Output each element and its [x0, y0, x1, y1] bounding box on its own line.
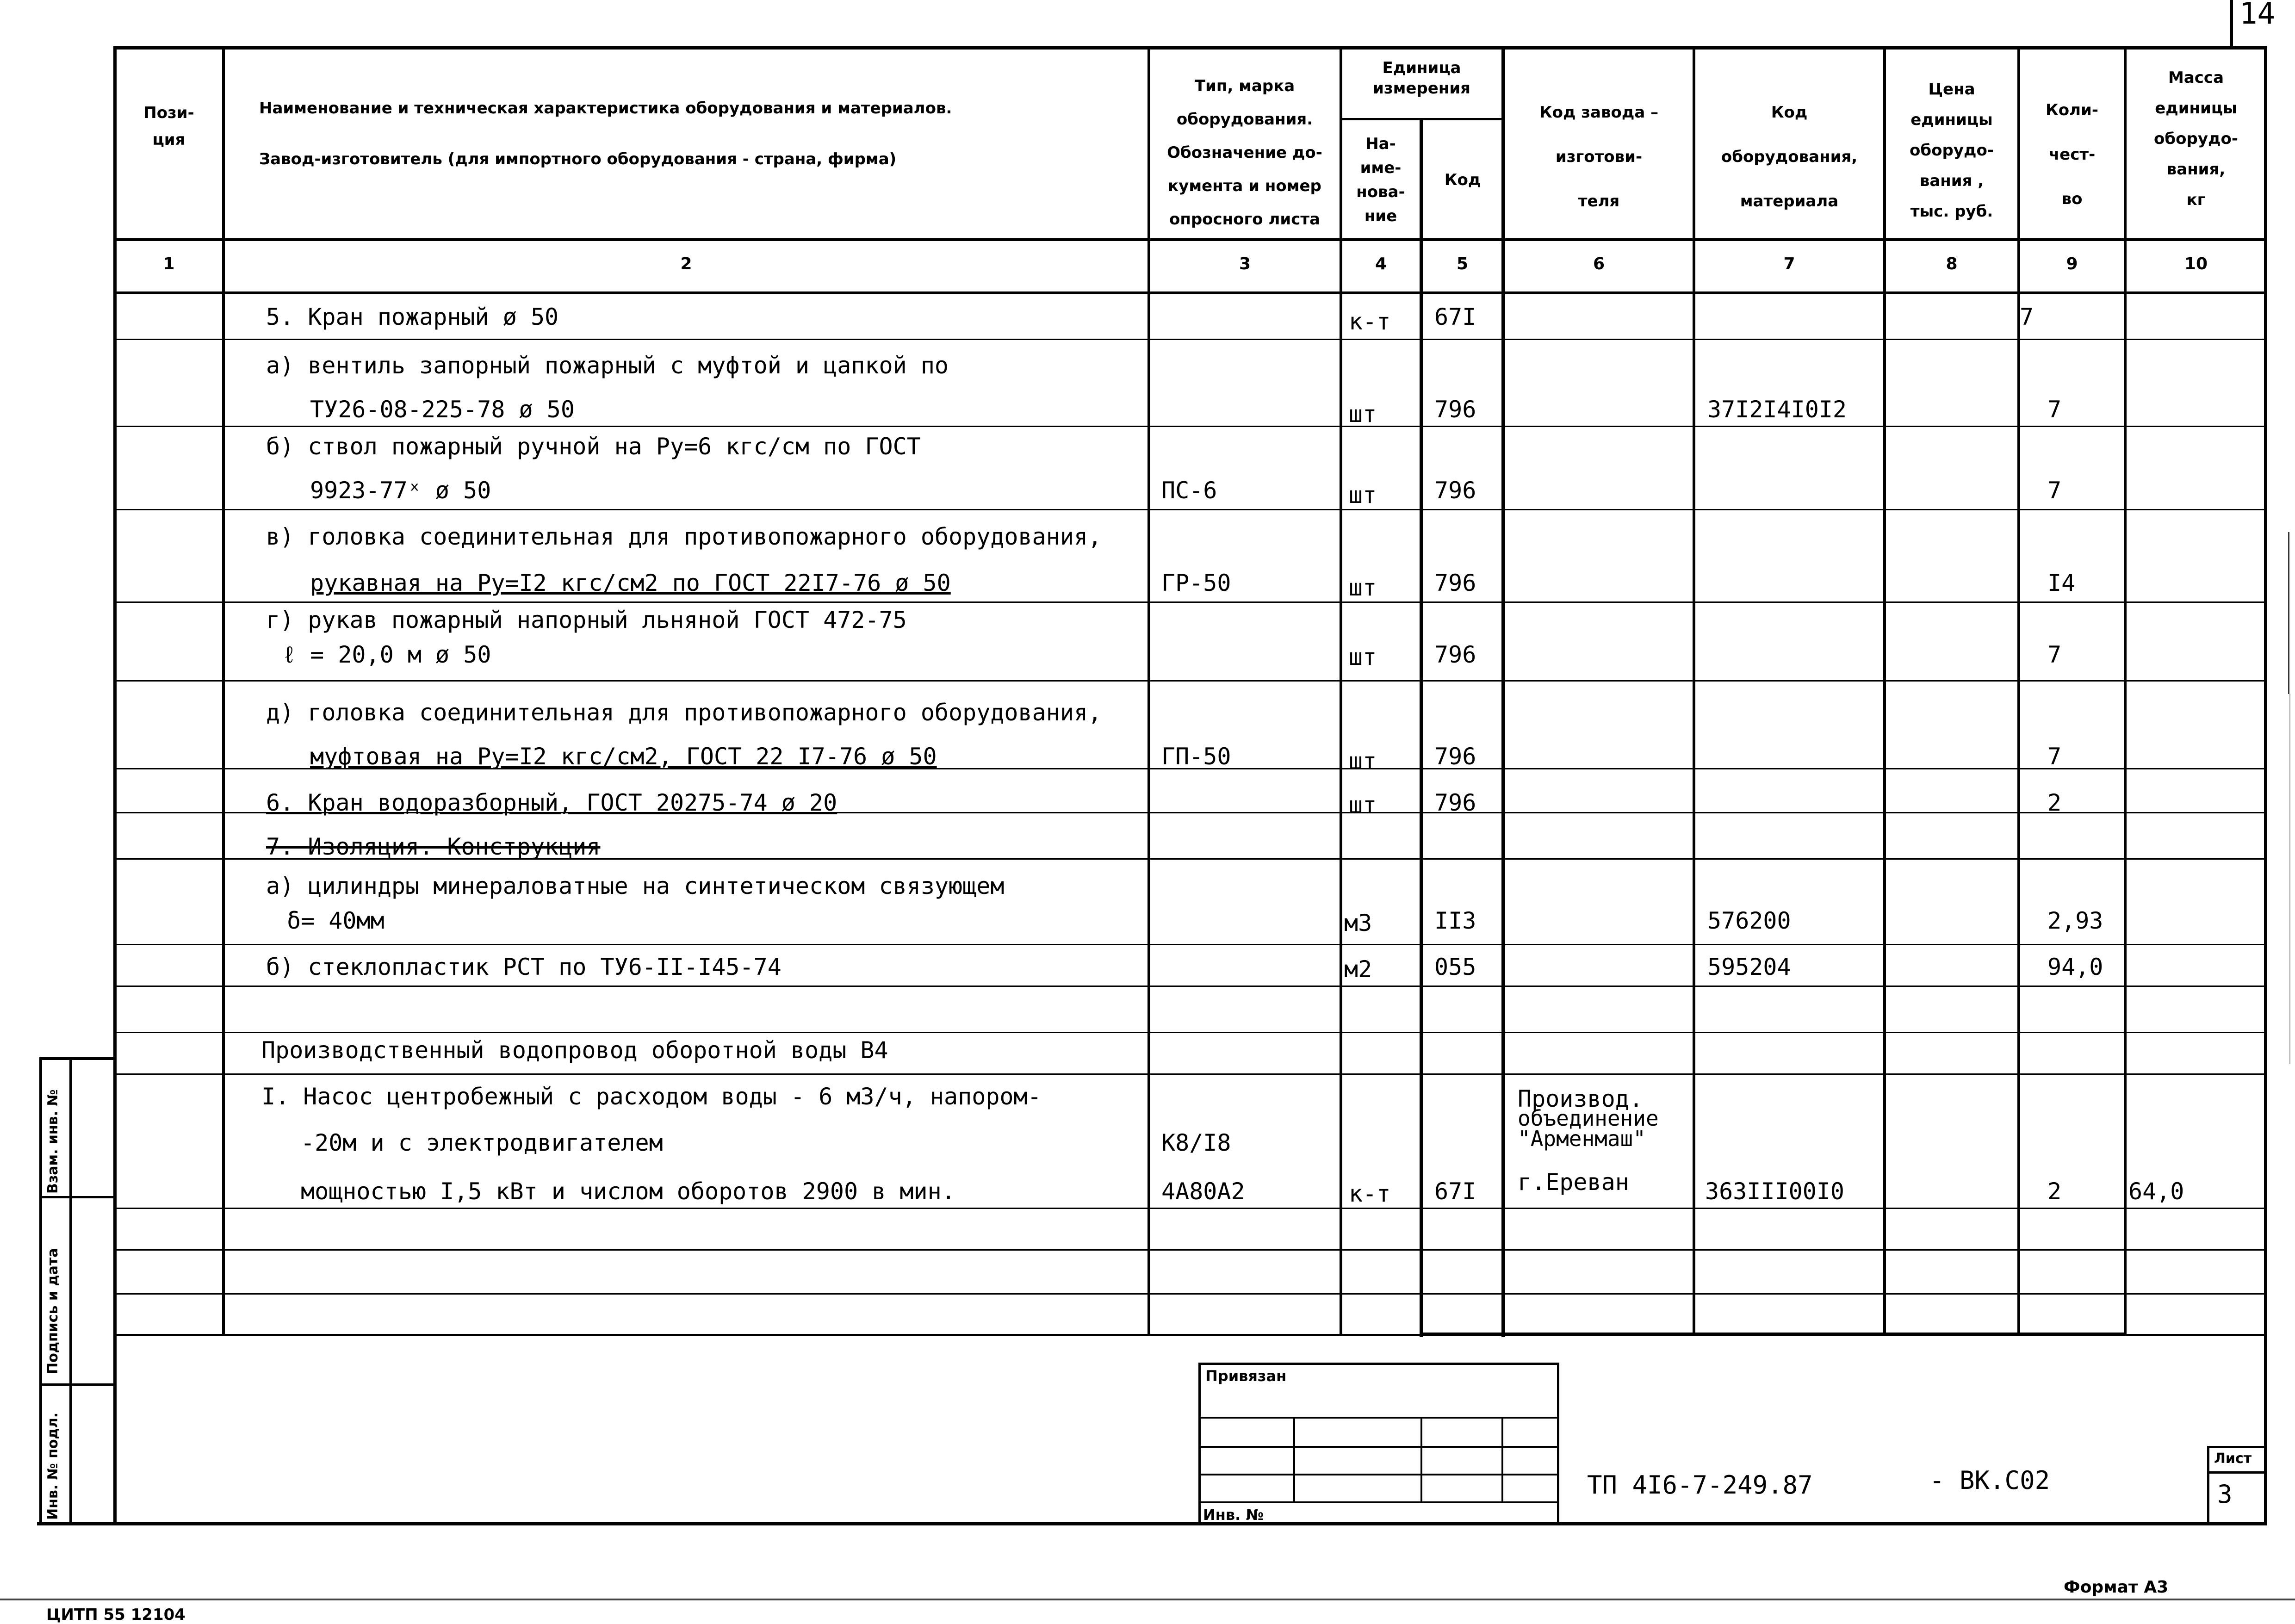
col-line-2: [1148, 46, 1150, 1335]
stamp-box-row: [1198, 1417, 1559, 1419]
sheet-box-left: [2207, 1446, 2209, 1525]
side-stamp-sep-1: [39, 1196, 113, 1198]
header-col2-line1: Наименование и техническая характеристика оборудования и материалов.: [259, 99, 952, 118]
col-number-2: 2: [680, 254, 692, 273]
row-type: ГР-50: [1161, 570, 1231, 596]
stamp-box-left: [1198, 1363, 1201, 1525]
footer-format: Формат А3: [2064, 1578, 2169, 1597]
row-unit: м3: [1344, 910, 1372, 936]
row-code: II3: [1434, 907, 1476, 934]
header-col9: Коли- чест- во: [2046, 101, 2098, 208]
row-name: д) головка соединительная для противопожарного оборудования,: [266, 699, 1102, 726]
row-unit: шт: [1349, 644, 1377, 670]
row-line: [113, 680, 2267, 682]
header-col3: Тип, марка оборудования. Обозначение до- кумента и номер опросного листа: [1167, 77, 1322, 229]
sheet-box-top: [2207, 1446, 2267, 1448]
header-col6: Код завода – изготови- теля: [1539, 103, 1659, 211]
row-type: 4А80А2: [1161, 1178, 1245, 1205]
row-name: -20м и с электродвигателем: [301, 1129, 663, 1156]
row-name: б) ствол пожарный ручной на Ру=6 кгс/см по ГОСТ: [266, 433, 921, 460]
doc-code-right: - ВК.С02: [1929, 1466, 2050, 1495]
stamp-box-col: [1420, 1417, 1422, 1502]
row-qty: 2,93: [2047, 907, 2103, 934]
row-line: [113, 1293, 2267, 1295]
col-line-3: [1340, 46, 1342, 1335]
header-col1: Пози- ция: [143, 104, 194, 149]
row-mat-code: 595204: [1707, 954, 1791, 980]
footer-citp: ЦИТП 55 12104: [46, 1605, 186, 1624]
col-number-1: 1: [163, 254, 175, 273]
row-unit: шт: [1349, 401, 1377, 428]
col-line-7: [1883, 46, 1886, 1335]
row-name: 9923-77ˣ ø 50: [310, 477, 491, 504]
stamp-box-top: [1198, 1363, 1559, 1365]
margin-mark: [2288, 532, 2289, 694]
row-line: [113, 509, 2267, 510]
side-stamp-right-line: [69, 1057, 72, 1525]
row-type: К8/I8: [1161, 1129, 1231, 1156]
stamp-box-row: [1198, 1474, 1559, 1475]
frame-bottom-line: [37, 1522, 2267, 1525]
row-code: 796: [1434, 789, 1476, 816]
row-qty: I4: [2047, 570, 2076, 596]
section-title: Производственный водопровод оборотной воды В4: [261, 1037, 888, 1064]
row-line: [113, 986, 2267, 987]
row-unit: шт: [1349, 792, 1377, 818]
sheet-corner-number: 14: [2239, 0, 2276, 31]
row-line: [113, 1208, 2267, 1209]
row-qty: 7: [2047, 477, 2062, 504]
stamp-box-col: [1501, 1417, 1503, 1502]
col-line-4: [1420, 118, 1423, 1337]
stamp-inv-no: Инв. №: [1203, 1506, 1264, 1524]
side-stamp-top-line: [39, 1057, 113, 1060]
row-factory: Производ.: [1518, 1085, 1643, 1112]
frame-top-line: [113, 46, 2267, 50]
row-name: б) стеклопластик РСТ по ТУ6-II-I45-74: [266, 954, 782, 980]
col-line-9: [2124, 46, 2127, 1335]
col-number-8: 8: [1946, 254, 1958, 273]
side-stamp-sep-2: [39, 1383, 113, 1386]
row-name: в) головка соединительная для противопожарного оборудования,: [266, 523, 1102, 550]
row-code: 055: [1434, 954, 1476, 980]
col-number-6: 6: [1593, 254, 1605, 273]
header-col8: Цена единицы оборудо- вания , тыс. руб.: [1910, 80, 1994, 221]
row-type: ГП-50: [1161, 743, 1231, 770]
corner-box-left-line: [2230, 0, 2233, 46]
row-line: [113, 339, 2267, 340]
header-col5: Код: [1444, 171, 1481, 189]
row-unit: шт: [1349, 482, 1377, 508]
row-unit: м2: [1344, 956, 1372, 983]
header-col10: Масса единицы оборудо- вания, кг: [2154, 68, 2238, 209]
row-factory: объединение "Арменмаш": [1518, 1106, 1659, 1151]
table-data-bottom-line-right: [2124, 1334, 2267, 1336]
row-name: муфтовая на Ру=I2 кгс/см2, ГОСТ 22 I7-76 ø 50: [310, 743, 937, 770]
header-bottom-line: [113, 238, 2267, 241]
table-data-bottom-line-left: [113, 1334, 1420, 1336]
row-qty: 2: [2047, 1178, 2062, 1205]
sheet-number: 3: [2217, 1480, 2233, 1509]
row-qty: 7: [2047, 641, 2062, 668]
header-col4: На- име- нова- ние: [1356, 135, 1405, 225]
row-code: 796: [1434, 641, 1476, 668]
row-qty: 7: [2047, 396, 2062, 423]
row-name: г) рукав пожарный напорный льняной ГОСТ 472-75: [266, 607, 907, 633]
side-label-vzam: Взам. инв. №: [45, 1089, 61, 1194]
header-col2-line2: Завод-изготовитель (для импортного оборудования - страна, фирма): [259, 150, 897, 168]
row-name: δ= 40мм: [287, 907, 385, 934]
unit-group-line: [1340, 118, 1501, 120]
row-line: [113, 426, 2267, 427]
row-mass: 64,0: [2128, 1178, 2184, 1205]
row-unit: шт: [1349, 574, 1377, 601]
side-label-podpis: Подпись и дата: [45, 1248, 61, 1374]
row-line: [113, 1032, 2267, 1033]
stamp-box-col: [1293, 1417, 1295, 1502]
row-name: 6. Кран водоразборный, ГОСТ 20275-74 ø 20: [266, 789, 837, 816]
row-name: I. Насос центробежный с расходом воды - 6 м3/ч, напором-: [261, 1083, 1042, 1110]
row-name: 5. Кран пожарный ø 50: [266, 304, 559, 330]
col-number-4: 4: [1375, 254, 1387, 273]
row-name: ℓ = 20,0 м ø 50: [282, 641, 491, 668]
row-factory: г.Ереван: [1518, 1169, 1629, 1196]
row-name: мощностью I,5 кВт и числом оборотов 2900 в мин.: [301, 1178, 955, 1205]
row-name: а) цилиндры минераловатные на синтетическом связующем: [266, 873, 1005, 899]
col-line-1: [222, 46, 225, 1335]
row-line: [113, 1073, 2267, 1075]
table-data-bottom-line: [1420, 1333, 2125, 1336]
row-code: 796: [1434, 570, 1476, 596]
row-code: 67I: [1434, 1178, 1476, 1205]
col-line-5: [1501, 46, 1505, 1337]
row-unit: к-т: [1349, 308, 1391, 335]
sheet-label: Лист: [2214, 1450, 2252, 1467]
col-number-9: 9: [2066, 254, 2078, 273]
stamp-privyazan: Привязан: [1205, 1367, 1287, 1385]
col-number-5: 5: [1456, 254, 1469, 273]
stamp-box-row: [1198, 1501, 1559, 1503]
row-qty: 2: [2047, 789, 2062, 816]
col-number-7: 7: [1783, 254, 1795, 273]
col-line-6: [1693, 46, 1695, 1335]
stamp-box-right: [1557, 1363, 1559, 1525]
row-line: [113, 1249, 2267, 1251]
row-qty: 7: [2047, 743, 2062, 770]
sheet-box-mid: [2207, 1471, 2267, 1474]
row-line: [113, 601, 2267, 603]
header-col7: Код оборудования, материала: [1721, 103, 1858, 211]
row-code: 796: [1434, 396, 1476, 423]
header-unit-group: Единица измерения: [1373, 59, 1470, 98]
doc-code-left: ТП 4I6-7-249.87: [1587, 1470, 1813, 1500]
col-line-8: [2017, 46, 2020, 1335]
margin-mark: [2289, 694, 2290, 1064]
side-label-inv-podl: Инв. № подл.: [45, 1412, 61, 1520]
row-code: 796: [1434, 477, 1476, 504]
col-number-3: 3: [1239, 254, 1251, 273]
row-unit: шт: [1349, 748, 1377, 775]
row-code: 67I: [1434, 304, 1476, 330]
col-number-10: 10: [2184, 254, 2208, 273]
row-unit: к-т: [1349, 1180, 1391, 1207]
row-type: ПС-6: [1161, 477, 1217, 504]
row-mat-code: 363III00I0: [1705, 1178, 1845, 1205]
row-name: ТУ26-08-225-78 ø 50: [310, 396, 575, 423]
row-name: рукавная на Ру=I2 кгс/см2 по ГОСТ 22I7-76 ø 50: [310, 570, 951, 596]
stamp-box-row: [1198, 1446, 1559, 1448]
side-stamp-left-line: [39, 1057, 42, 1525]
row-name: 7. Изоляция. Конструкция: [266, 833, 601, 860]
row-code: 796: [1434, 743, 1476, 770]
row-name: а) вентиль запорный пожарный с муфтой и цапкой по: [266, 352, 949, 379]
footer-line: [0, 1599, 2295, 1600]
row-qty: 94,0: [2047, 954, 2103, 980]
row-mat-code: 576200: [1707, 907, 1791, 934]
row-line: [113, 944, 2267, 945]
row-mat-code: 37I2I4I0I2: [1707, 396, 1847, 423]
row-qty: 7: [2020, 304, 2034, 330]
numbers-bottom-line: [113, 291, 2267, 294]
